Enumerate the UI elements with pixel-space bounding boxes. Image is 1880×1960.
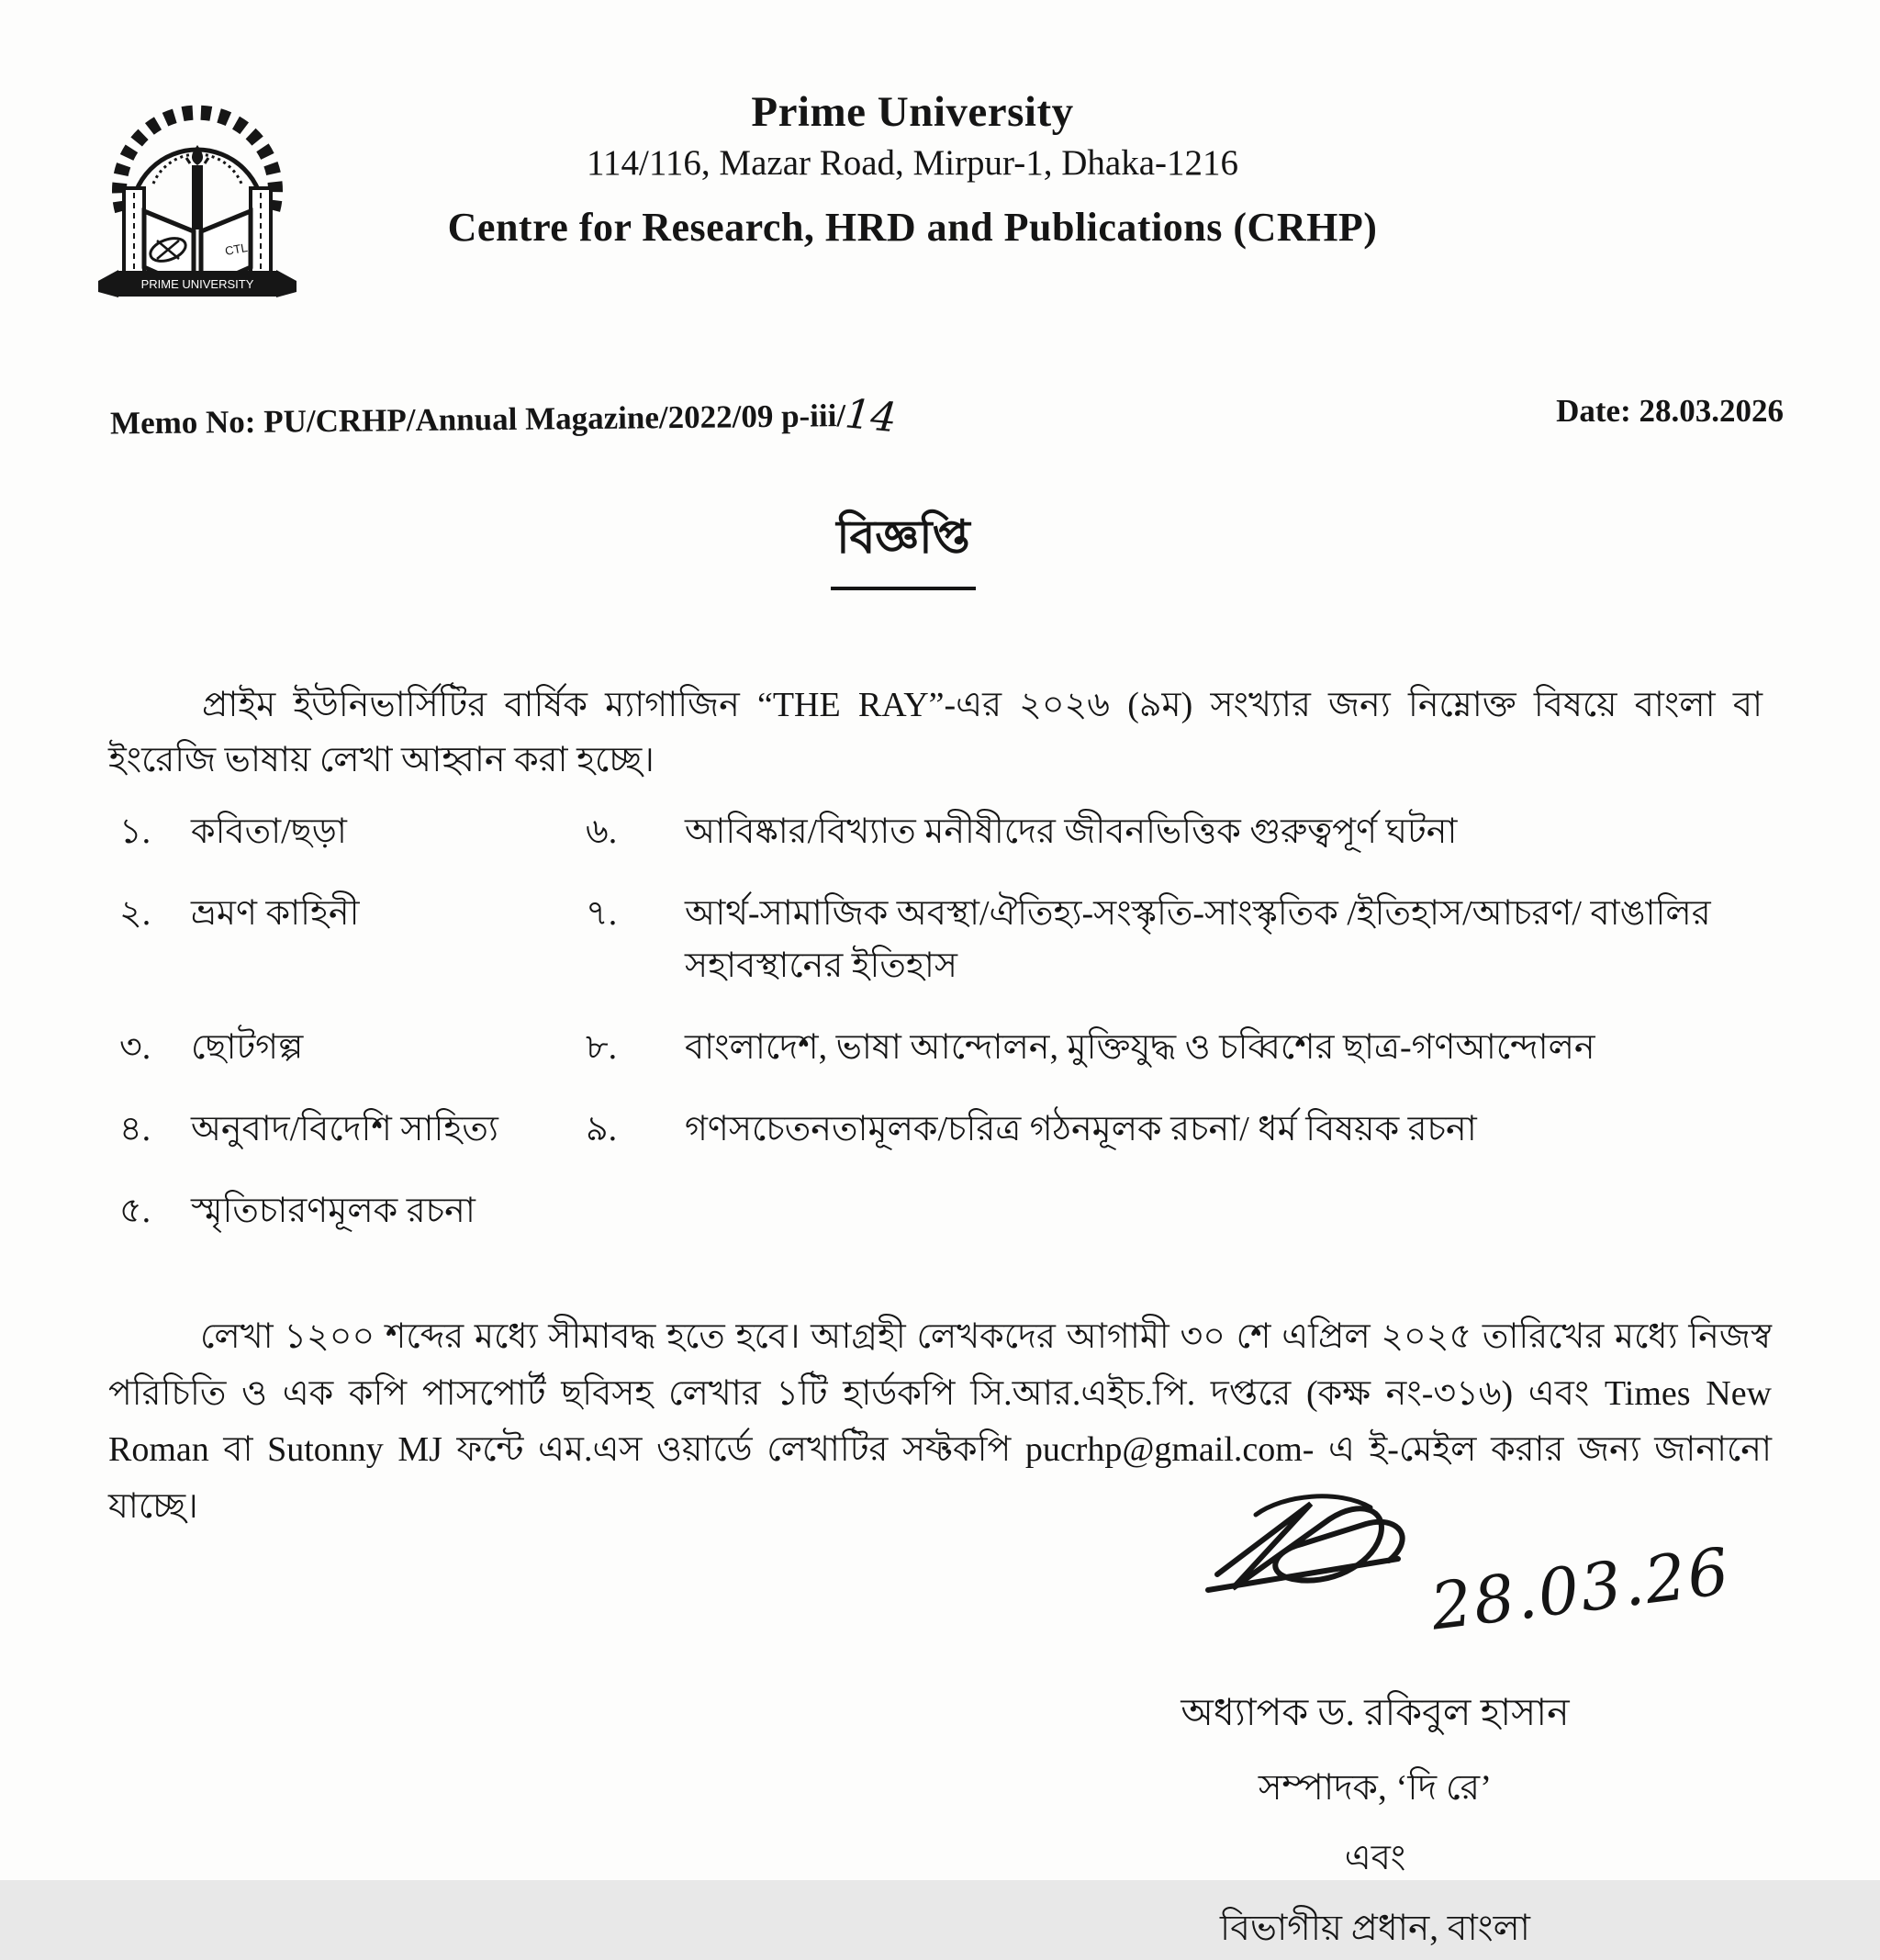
memo-row [109,390,1784,442]
topic-row [119,888,1784,992]
topic-row [119,806,1784,858]
topic-number: ২. [119,894,151,933]
topic-text [685,1185,1784,1238]
topic-text: ভ্রমণ কাহিনী [191,894,360,933]
topic-number: ৭. [586,894,618,933]
closing-paragraph: লেখা ১২০০ শব্দের মধ্যে সীমাবদ্ধ হতে হবে। আগ্রহী লেখকদের আগামী ৩০ শে এপ্রিল ২০২৫ তারিখের মধ্যে নিজস্ব পরিচিতি ও এক কপি পাসপোর্ট ছবিসহ লেখার ১টি হার্ডকপি সি.আর.এইচ.পি. দপ্তরে (কক্ষ নং-৩১৬) এবং Times New Roman বা Sutonny MJ ফন্টে এম.এস ওয়ার্ডে লেখাটির সফ্টকপি pucrhp@gmail.com- এ ই-মেইল করার জন্য জানানো যাচ্ছে। [108,1317,1772,1526]
memo-number-handwritten: 14 [843,390,899,442]
memo-number [110,389,898,444]
topic-text: অনুবাদ/বিদেশি সাহিত্য [191,1110,498,1148]
signature-block [953,1487,1797,1960]
topic-number: ৮. [586,1028,618,1067]
signature-scribble [1201,1487,1439,1634]
university-name: Prime University [751,88,1074,136]
notice-title-wrap [0,503,1880,590]
signatory-conjunction: এবং [1344,1839,1406,1877]
centre-name: Centre for Research, HRD and Publications (CRHP) [447,205,1378,250]
topic-row [119,1185,1784,1238]
signatory-role-editor: সম্পাদক, ‘দি রে’ [1258,1768,1493,1808]
topic-number: ৬. [586,812,618,851]
svg-text:CTL: CTL [223,240,249,258]
topic-text: স্মৃতিচারণমূলক রচনা [191,1192,476,1230]
letterhead [0,87,1880,251]
topic-text: কবিতা/ছড়া [191,812,347,851]
signatory-name: অধ্যাপক ড. রকিবুল হাসান [1181,1691,1570,1733]
topic-text: গণসচেতনতামূলক/চরিত্র গঠনমূলক রচনা/ ধর্ম বিষয়ক রচনা [685,1110,1477,1148]
topic-number: ৪. [119,1110,151,1148]
topic-number: ৫. [119,1192,151,1230]
signature-handwritten-date: 28.03.26 [1427,1533,1735,1645]
topic-text: আবিষ্কার/বিখ্যাত মনীষীদের জীবনভিত্তিক গুরুত্বপূর্ণ ঘটনা [685,812,1458,851]
memo-number-printed: Memo No: PU/CRHP/Annual Magazine/2022/09 p-iii/ [109,398,846,442]
topic-number [586,1185,685,1238]
memo-date: Date: 28.03.2026 [1556,393,1784,429]
topic-number: ৩. [119,1028,151,1067]
university-address: 114/116, Mazar Road, Mirpur-1, Dhaka-1216 [586,143,1239,183]
notice-title: বিজ্ঞপ্তি [831,503,975,590]
topic-text: ছোটগল্প [191,1028,304,1067]
topic-text: আর্থ-সামাজিক অবস্থা/ঐতিহ্য-সংস্কৃতি-সাংস্কৃতিক /ইতিহাস/আচরণ/ বাঙালির সহাবস্থানের ইতিহাস [685,894,1711,985]
crest-banner-text: PRIME UNIVERSITY [140,277,254,291]
topic-row [119,1022,1784,1074]
signatory-role-head: বিভাগীয় প্রধান, বাংলা [1220,1909,1530,1948]
topic-row [119,1103,1784,1156]
signature-art [953,1487,1797,1680]
topic-number: ৯. [586,1110,618,1148]
topic-number: ১. [119,812,151,851]
topics-list [119,806,1784,1267]
intro-paragraph: প্রাইম ইউনিভার্সিটির বার্ষিক ম্যাগাজিন “THE RAY”-এর ২০২৬ (৯ম) সংখ্যার জন্য নিম্নোক্ত বিষয়ে বাংলা বা ইংরেজি ভাষায় লেখা আহ্বান করা হচ্ছে। [108,686,1762,780]
topic-text: বাংলাদেশ, ভাষা আন্দোলন, মুক্তিযুদ্ধ ও চব্বিশের ছাত্র-গণআন্দোলন [685,1028,1595,1067]
